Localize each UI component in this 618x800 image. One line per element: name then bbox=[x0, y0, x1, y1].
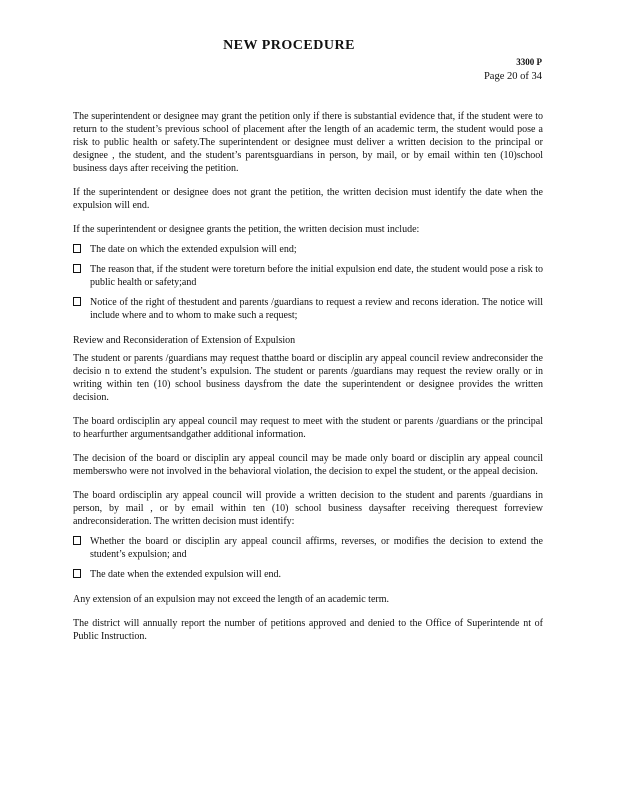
paragraph-decision-members: The decision of the board or disciplin ary appeal council may be made only board or disciplin ary appeal council memberswho were not involved in the behavioral violation, the decision to expel the student, or the appeal decision. bbox=[73, 453, 543, 477]
checkbox-bullet-icon bbox=[73, 535, 90, 561]
list-item bbox=[73, 296, 543, 322]
section-heading: Review and Reconsideration of Extension of Expulsion bbox=[73, 335, 296, 346]
list-item-text: Notice of the right of thestudent and parents /guardians to request a review and recons ideration. The notice will include where and to whom to make such a request; bbox=[90, 297, 543, 321]
paragraph-review-request: The student or parents /guardians may request thatthe board or disciplin ary appeal council review andreconsider the decisio n to extend the student’s expulsion. The student or parents /guardians may request the review orally or in writing within ten (10) school business daysfrom the date the superintendent or designee provides the written decision. bbox=[73, 353, 543, 403]
paragraph-extension-limit: Any extension of an expulsion may not exceed the length of an academic term. bbox=[73, 594, 390, 605]
checkbox-bullet-icon bbox=[73, 296, 90, 322]
checkbox-bullet-icon bbox=[73, 568, 90, 581]
paragraph-grant-petition: The superintendent or designee may grant the petition only if there is substantial evidence that, if the student were to return to the student’s previous school of placement after the length of an academic term, the student would pose a risk to public health or safety.The superintendent or designee must deliver a written decision to the principal or designee , the student, and the student’s parentsguardians in person, by mail, or by email within ten (10)school business days after receiving the petition. bbox=[73, 111, 543, 174]
list-item-text: Whether the board or disciplin ary appeal council affirms, reverses, or modifies the decision to extend the student’s expulsion; and bbox=[90, 536, 543, 560]
list-item-text: The reason that, if the student were toreturn before the initial expulsion end date, the student would pose a risk to public health or safety;and bbox=[90, 264, 543, 288]
checkbox-bullet-icon bbox=[73, 263, 90, 289]
list-item bbox=[73, 535, 543, 561]
list-item bbox=[73, 243, 543, 256]
document-body bbox=[73, 110, 543, 654]
list-item-text: The date on which the extended expulsion will end; bbox=[90, 244, 297, 255]
list-item bbox=[73, 263, 543, 289]
list-item bbox=[73, 568, 543, 581]
page-number: Page 20 of 34 bbox=[483, 71, 542, 82]
paragraph-decision-include: If the superintendent or designee grants the petition, the written decision must include: bbox=[73, 224, 420, 235]
checkbox-bullet-icon bbox=[73, 243, 90, 256]
paragraph-meeting: The board ordisciplin ary appeal council may request to meet with the student or parents /guardians or the principal to hearfurther argumentsandgather additional information. bbox=[73, 416, 543, 440]
document-number: 3300 P bbox=[516, 57, 542, 67]
list-item-text: The date when the extended expulsion will end. bbox=[90, 569, 282, 580]
paragraph-written-decision: The board ordisciplin ary appeal council will provide a written decision to the student and parents /guardians in person, by mail , or by email within ten (10) school business daysafter receiving therequest forreview andreconsideration. The written decision must identify: bbox=[73, 490, 543, 527]
page-title: NEW PROCEDURE bbox=[223, 38, 355, 53]
paragraph-annual-report: The district will annually report the number of petitions approved and denied to the Office of Superintende nt of Public Instruction. bbox=[73, 618, 543, 642]
paragraph-deny-petition: If the superintendent or designee does not grant the petition, the written decision must identify the date when the expulsion will end. bbox=[73, 187, 543, 211]
